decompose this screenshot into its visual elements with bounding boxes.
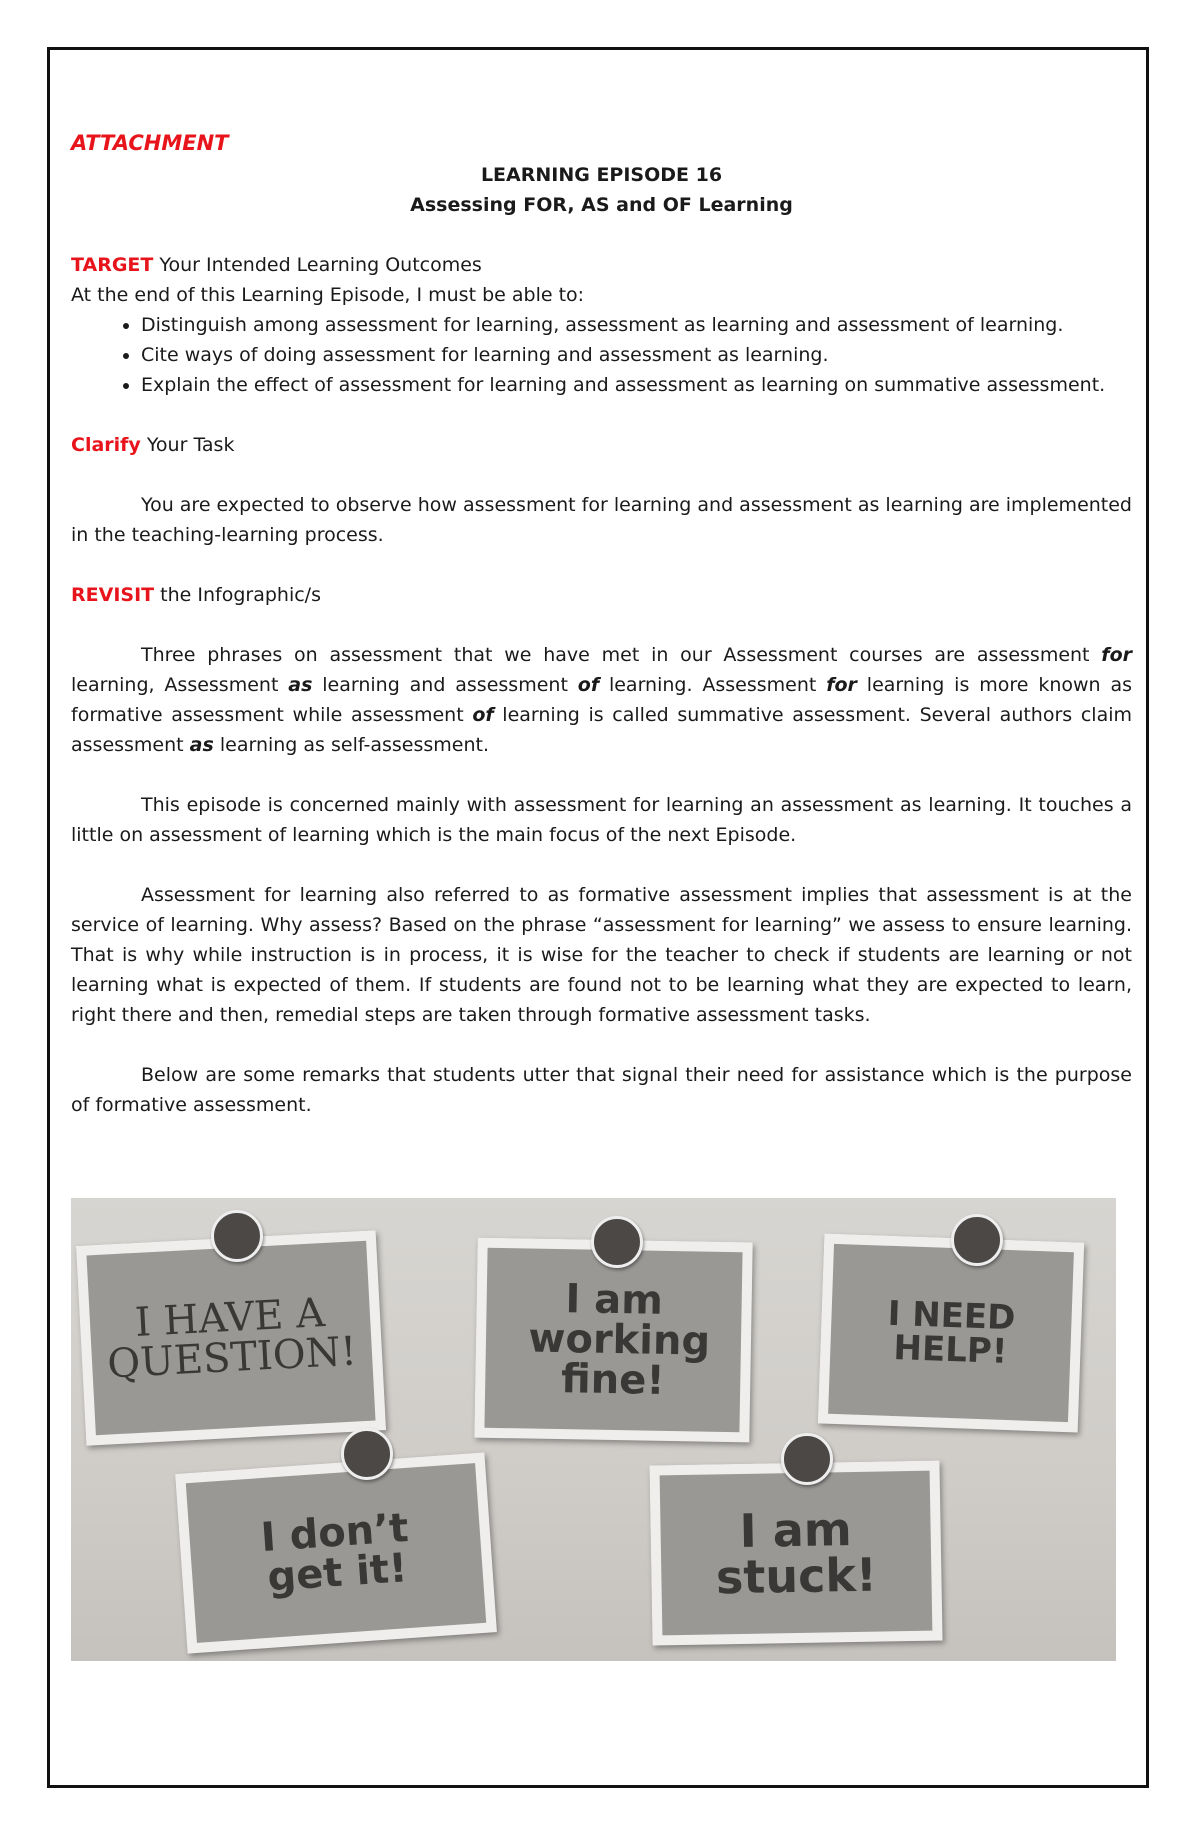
- revisit-heading: REVISIT the Infographic/s: [71, 584, 321, 606]
- note-dont-get-it: I don’t get it!: [175, 1452, 497, 1653]
- outcomes-list: [71, 310, 1132, 400]
- pushpin-icon: [951, 1214, 1003, 1266]
- target-intro: At the end of this Learning Episode, I must be able to:: [71, 284, 585, 306]
- pushpin-icon: [781, 1433, 833, 1485]
- target-heading: TARGET Your Intended Learning Outcomes: [71, 254, 482, 276]
- revisit-paragraph-1: Three phrases on assessment that we have met in our Assessment courses are assessment for learning, Assessment as learning and assessment of learning. Assessment for learning is more known as formative assessment while assessment of learning is called summative assessment. Several authors claim assessment as learning as self-assessment.: [71, 644, 1132, 756]
- list-item: • Distinguish among assessment for learning, assessment as learning and assessment of learning.: [141, 310, 1132, 340]
- revisit-paragraph-4: Below are some remarks that students utter that signal their need for assistance which is the purpose of formative assessment.: [71, 1064, 1132, 1116]
- pushpin-icon: [211, 1210, 263, 1262]
- list-item: • Explain the effect of assessment for learning and assessment as learning on summative assessment.: [141, 370, 1132, 400]
- sticky-notes-photo: [71, 1198, 1116, 1661]
- clarify-heading: Clarify Your Task: [71, 434, 235, 456]
- document-body: [71, 128, 1132, 1120]
- clarify-paragraph: You are expected to observe how assessment for learning and assessment as learning are implemented in the teaching-learning process.: [71, 494, 1132, 546]
- note-question: I HAVE A QUESTION!: [76, 1230, 386, 1445]
- episode-subtitle: Assessing FOR, AS and OF Learning: [410, 194, 793, 216]
- revisit-paragraph-2: This episode is concerned mainly with assessment for learning an assessment as learning. It touches a little on assessment of learning which is the main focus of the next Episode.: [71, 794, 1132, 846]
- note-need-help: I NEED HELP!: [818, 1234, 1084, 1433]
- list-item: • Cite ways of doing assessment for learning and assessment as learning.: [141, 340, 1132, 370]
- attachment-heading: ATTACHMENT: [71, 131, 229, 155]
- episode-title: LEARNING EPISODE 16: [480, 164, 723, 186]
- note-stuck: I am stuck!: [649, 1460, 942, 1645]
- note-working-fine: I am working fine!: [474, 1238, 752, 1443]
- pushpin-icon: [341, 1428, 393, 1480]
- pushpin-icon: [591, 1216, 643, 1268]
- revisit-paragraph-3: Assessment for learning also referred to as formative assessment implies that assessment is at the service of learning. Why assess? Based on the phrase “assessment for learning” we assess to ensure learning. That is why while instruction is in process, it is wise for the teacher to check if students are learning or not learning what is expected of them. If students are found not to be learning what they are expected to learn, right there and then, remedial steps are taken through formative assessment tasks.: [71, 884, 1132, 1026]
